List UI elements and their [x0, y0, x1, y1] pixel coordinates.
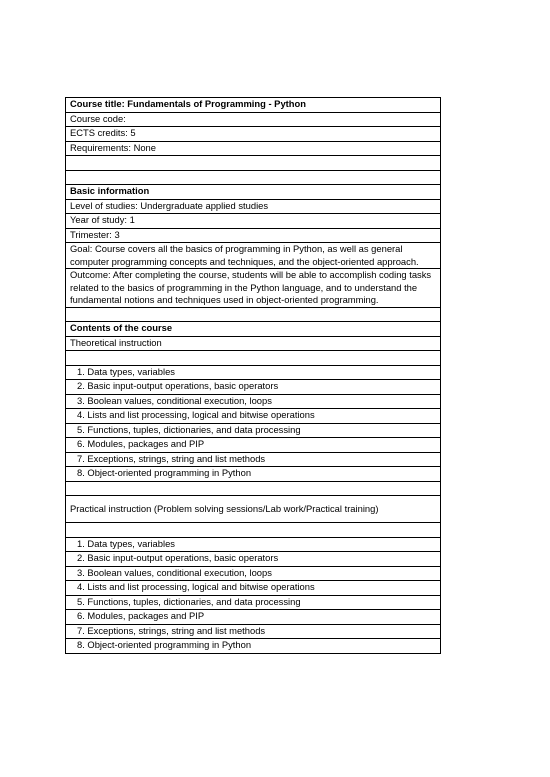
- empty-row: [66, 156, 441, 171]
- course-syllabus-table: [65, 97, 441, 654]
- theoretical-item: 1. Data types, variables: [66, 365, 441, 380]
- theoretical-item: 2. Basic input-output operations, basic operators: [66, 380, 441, 395]
- practical-item: 7. Exceptions, strings, string and list methods: [66, 624, 441, 639]
- practical-heading: Practical instruction (Problem solving sessions/Lab work/Practical training): [66, 496, 441, 523]
- practical-item: 4. Lists and list processing, logical and bitwise operations: [66, 581, 441, 596]
- level-of-studies: Level of studies: Undergraduate applied studies: [66, 199, 441, 214]
- theoretical-item: 7. Exceptions, strings, string and list methods: [66, 452, 441, 467]
- course-title: Course title: Fundamentals of Programming - Python: [66, 98, 441, 113]
- empty-row: [66, 481, 441, 496]
- course-code: Course code:: [66, 112, 441, 127]
- theoretical-item: 3. Boolean values, conditional execution, loops: [66, 394, 441, 409]
- basic-info-heading: Basic information: [66, 185, 441, 200]
- theoretical-heading: Theoretical instruction: [66, 336, 441, 351]
- course-outcome: Outcome: After completing the course, students will be able to accomplish coding tasks related to the basics of programming in the Python language, and to understand the fundamental notions and techniques used in object-oriented programming.: [66, 269, 441, 308]
- practical-item: 6. Modules, packages and PIP: [66, 610, 441, 625]
- year-of-study: Year of study: 1: [66, 214, 441, 229]
- practical-item: 1. Data types, variables: [66, 537, 441, 552]
- practical-item: 5. Functions, tuples, dictionaries, and data processing: [66, 595, 441, 610]
- empty-row: [66, 523, 441, 538]
- theoretical-item: 4. Lists and list processing, logical and bitwise operations: [66, 409, 441, 424]
- empty-row: [66, 307, 441, 322]
- theoretical-item: 5. Functions, tuples, dictionaries, and data processing: [66, 423, 441, 438]
- theoretical-item: 6. Modules, packages and PIP: [66, 438, 441, 453]
- ects-credits: ECTS credits: 5: [66, 127, 441, 142]
- theoretical-item: 8. Object-oriented programming in Python: [66, 467, 441, 482]
- empty-row: [66, 170, 441, 185]
- trimester: Trimester: 3: [66, 228, 441, 243]
- practical-item: 8. Object-oriented programming in Python: [66, 639, 441, 654]
- practical-item: 2. Basic input-output operations, basic operators: [66, 552, 441, 567]
- contents-heading: Contents of the course: [66, 322, 441, 337]
- practical-item: 3. Boolean values, conditional execution, loops: [66, 566, 441, 581]
- empty-row: [66, 351, 441, 366]
- requirements: Requirements: None: [66, 141, 441, 156]
- course-goal: Goal: Course covers all the basics of programming in Python, as well as general computer programming concepts and techniques, and the object-oriented approach.: [66, 243, 441, 269]
